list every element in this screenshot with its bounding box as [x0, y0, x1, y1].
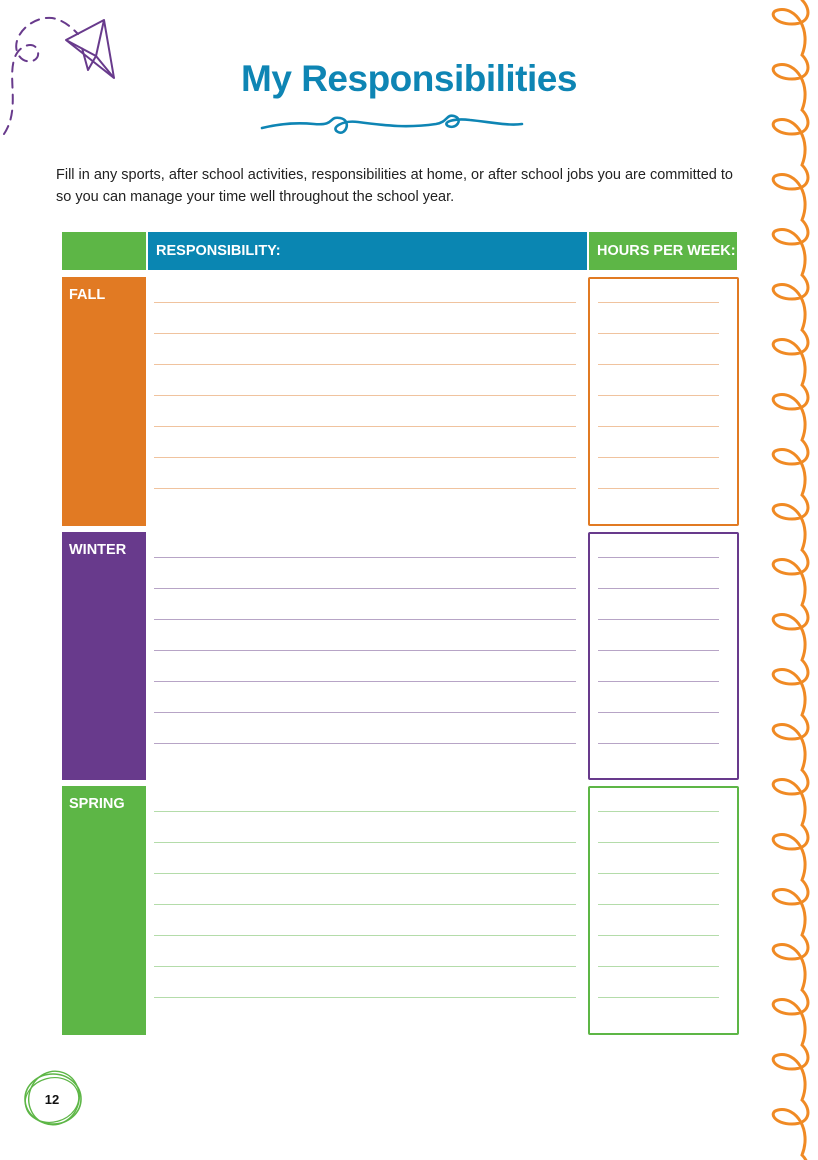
hours-line [598, 364, 719, 365]
writing-line [154, 935, 576, 936]
hours-line [598, 488, 719, 489]
winter-hours-box[interactable] [588, 532, 739, 780]
fall-hours-box[interactable] [588, 277, 739, 526]
writing-line [154, 557, 576, 558]
spiral-border-decoration [762, 0, 818, 1160]
season-label-spring: SPRING [69, 796, 125, 812]
writing-line [154, 588, 576, 589]
header-hours-label: HOURS PER WEEK: [597, 243, 736, 259]
hours-line [598, 966, 719, 967]
season-label-fall: FALL [69, 287, 106, 303]
season-bar-fall [62, 277, 146, 526]
writing-line [154, 811, 576, 812]
writing-line [154, 395, 576, 396]
writing-line [154, 457, 576, 458]
writing-line [154, 904, 576, 905]
season-label-winter: WINTER [69, 542, 127, 558]
header-hours [589, 232, 737, 270]
writing-line [154, 873, 576, 874]
writing-line [154, 966, 576, 967]
hours-line [598, 457, 719, 458]
writing-line [154, 333, 576, 334]
hours-line [598, 557, 719, 558]
hours-line [598, 904, 719, 905]
header-corner-cell [62, 232, 146, 270]
hours-line [598, 842, 719, 843]
hours-line [598, 873, 719, 874]
writing-line [154, 302, 576, 303]
season-bar-winter [62, 532, 146, 780]
hours-line [598, 426, 719, 427]
header-responsibility [148, 232, 587, 270]
hours-line [598, 712, 719, 713]
spring-hours-box[interactable] [588, 786, 739, 1035]
writing-line [154, 681, 576, 682]
hours-line [598, 681, 719, 682]
writing-line [154, 743, 576, 744]
hours-line [598, 811, 719, 812]
writing-line [154, 488, 576, 489]
writing-line [154, 842, 576, 843]
hours-line [598, 997, 719, 998]
page-number: 12 [44, 1091, 60, 1107]
hours-line [598, 650, 719, 651]
intro-paragraph: Fill in any sports, after school activities, responsibilities at home, or after school jobs you are committed to so you can manage your time well throughout the school year. [56, 167, 733, 205]
hours-line [598, 588, 719, 589]
writing-line [154, 712, 576, 713]
winter-responsibility-lines[interactable] [146, 532, 586, 780]
fall-responsibility-lines[interactable] [146, 277, 586, 526]
spring-responsibility-lines[interactable] [146, 786, 586, 1035]
season-bar-spring [62, 786, 146, 1035]
hours-line [598, 743, 719, 744]
writing-line [154, 997, 576, 998]
writing-line [154, 426, 576, 427]
page-title: My Responsibilities [241, 58, 577, 99]
hours-line [598, 302, 719, 303]
hours-line [598, 395, 719, 396]
wavy-underline-decoration [258, 110, 528, 142]
writing-line [154, 650, 576, 651]
writing-line [154, 619, 576, 620]
hours-line [598, 619, 719, 620]
header-responsibility-label: RESPONSIBILITY: [156, 243, 281, 259]
writing-line [154, 364, 576, 365]
hours-line [598, 333, 719, 334]
hours-line [598, 935, 719, 936]
